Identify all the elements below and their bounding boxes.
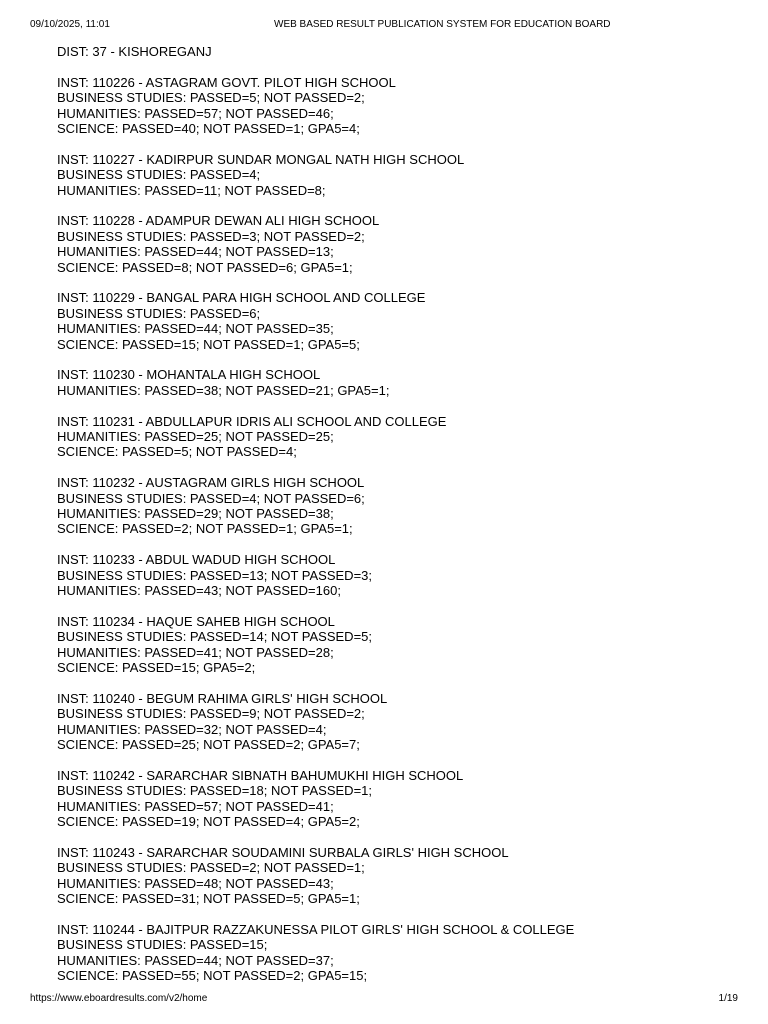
- institution-block: [57, 552, 747, 598]
- result-line: HUMANITIES: PASSED=41; NOT PASSED=28;: [57, 644, 334, 660]
- institution-title: INST: 110242 - SARARCHAR SIBNATH BAHUMUKHI HIGH SCHOOL: [57, 767, 464, 783]
- district-heading: DIST: 37 - KISHOREGANJ: [57, 44, 212, 59]
- print-datetime: 09/10/2025, 11:01: [30, 19, 110, 30]
- institution-block: [57, 213, 747, 275]
- institution-title: INST: 110231 - ABDULLAPUR IDRIS ALI SCHOOL AND COLLEGE: [57, 413, 447, 429]
- result-line: SCIENCE: PASSED=19; NOT PASSED=4; GPA5=2;: [57, 814, 360, 830]
- institution-block: [57, 152, 747, 198]
- results-content: [57, 44, 747, 999]
- institution-title: INST: 110230 - MOHANTALA HIGH SCHOOL: [57, 367, 321, 383]
- institution-title: INST: 110229 - BANGAL PARA HIGH SCHOOL AND COLLEGE: [57, 290, 426, 306]
- result-line: HUMANITIES: PASSED=44; NOT PASSED=37;: [57, 952, 334, 968]
- result-line: BUSINESS STUDIES: PASSED=13; NOT PASSED=3;: [57, 567, 373, 583]
- institution-title: INST: 110228 - ADAMPUR DEWAN ALI HIGH SCHOOL: [57, 213, 380, 229]
- page-title: WEB BASED RESULT PUBLICATION SYSTEM FOR EDUCATION BOARD: [274, 19, 611, 30]
- institution-title: INST: 110234 - HAQUE SAHEB HIGH SCHOOL: [57, 613, 335, 629]
- institution-title: INST: 110244 - BAJITPUR RAZZAKUNESSA PILOT GIRLS' HIGH SCHOOL & COLLEGE: [57, 921, 575, 937]
- result-line: BUSINESS STUDIES: PASSED=4;: [57, 167, 261, 183]
- page-url: https://www.eboardresults.com/v2/home: [30, 993, 208, 1004]
- institution-block: [57, 290, 747, 352]
- result-line: BUSINESS STUDIES: PASSED=5; NOT PASSED=2;: [57, 90, 365, 106]
- result-line: BUSINESS STUDIES: PASSED=9; NOT PASSED=2;: [57, 706, 365, 722]
- institution-block: [57, 414, 747, 460]
- institution-block: [57, 845, 747, 907]
- result-line: SCIENCE: PASSED=55; NOT PASSED=2; GPA5=15;: [57, 968, 368, 984]
- result-line: SCIENCE: PASSED=40; NOT PASSED=1; GPA5=4;: [57, 121, 360, 137]
- institution-title: INST: 110226 - ASTAGRAM GOVT. PILOT HIGH SCHOOL: [57, 74, 396, 90]
- result-line: HUMANITIES: PASSED=43; NOT PASSED=160;: [57, 583, 341, 599]
- result-line: SCIENCE: PASSED=15; GPA5=2;: [57, 660, 256, 676]
- institution-title: INST: 110243 - SARARCHAR SOUDAMINI SURBALA GIRLS' HIGH SCHOOL: [57, 844, 509, 860]
- page-number: 1/19: [718, 993, 738, 1004]
- result-line: HUMANITIES: PASSED=38; NOT PASSED=21; GPA5=1;: [57, 382, 390, 398]
- result-line: HUMANITIES: PASSED=48; NOT PASSED=43;: [57, 875, 334, 891]
- result-line: BUSINESS STUDIES: PASSED=3; NOT PASSED=2;: [57, 228, 365, 244]
- institution-title: INST: 110233 - ABDUL WADUD HIGH SCHOOL: [57, 552, 336, 568]
- result-line: SCIENCE: PASSED=8; NOT PASSED=6; GPA5=1;: [57, 259, 353, 275]
- result-line: HUMANITIES: PASSED=57; NOT PASSED=46;: [57, 105, 334, 121]
- institution-block: [57, 367, 747, 398]
- institution-title: INST: 110227 - KADIRPUR SUNDAR MONGAL NATH HIGH SCHOOL: [57, 151, 465, 167]
- institution-block: [57, 75, 747, 137]
- result-line: BUSINESS STUDIES: PASSED=15;: [57, 937, 268, 953]
- result-line: BUSINESS STUDIES: PASSED=2; NOT PASSED=1;: [57, 860, 365, 876]
- result-line: HUMANITIES: PASSED=44; NOT PASSED=35;: [57, 321, 334, 337]
- institution-block: [57, 475, 747, 537]
- institution-title: INST: 110240 - BEGUM RAHIMA GIRLS' HIGH SCHOOL: [57, 690, 388, 706]
- institution-block: [57, 768, 747, 830]
- result-line: SCIENCE: PASSED=15; NOT PASSED=1; GPA5=5;: [57, 336, 360, 352]
- result-line: BUSINESS STUDIES: PASSED=18; NOT PASSED=1;: [57, 783, 373, 799]
- institution-block: [57, 691, 747, 753]
- result-line: HUMANITIES: PASSED=57; NOT PASSED=41;: [57, 798, 334, 814]
- result-line: BUSINESS STUDIES: PASSED=6;: [57, 305, 261, 321]
- result-line: HUMANITIES: PASSED=44; NOT PASSED=13;: [57, 244, 334, 260]
- institution-block: [57, 614, 747, 676]
- result-line: HUMANITIES: PASSED=29; NOT PASSED=38;: [57, 506, 334, 522]
- result-line: SCIENCE: PASSED=5; NOT PASSED=4;: [57, 444, 297, 460]
- result-line: HUMANITIES: PASSED=11; NOT PASSED=8;: [57, 182, 326, 198]
- result-line: SCIENCE: PASSED=31; NOT PASSED=5; GPA5=1;: [57, 891, 360, 907]
- result-line: BUSINESS STUDIES: PASSED=14; NOT PASSED=5;: [57, 629, 373, 645]
- result-line: HUMANITIES: PASSED=32; NOT PASSED=4;: [57, 721, 327, 737]
- result-line: SCIENCE: PASSED=25; NOT PASSED=2; GPA5=7;: [57, 737, 360, 753]
- institution-title: INST: 110232 - AUSTAGRAM GIRLS HIGH SCHOOL: [57, 475, 365, 491]
- result-line: BUSINESS STUDIES: PASSED=4; NOT PASSED=6;: [57, 490, 365, 506]
- result-line: SCIENCE: PASSED=2; NOT PASSED=1; GPA5=1;: [57, 521, 353, 537]
- institution-block: [57, 922, 747, 984]
- result-line: HUMANITIES: PASSED=25; NOT PASSED=25;: [57, 429, 334, 445]
